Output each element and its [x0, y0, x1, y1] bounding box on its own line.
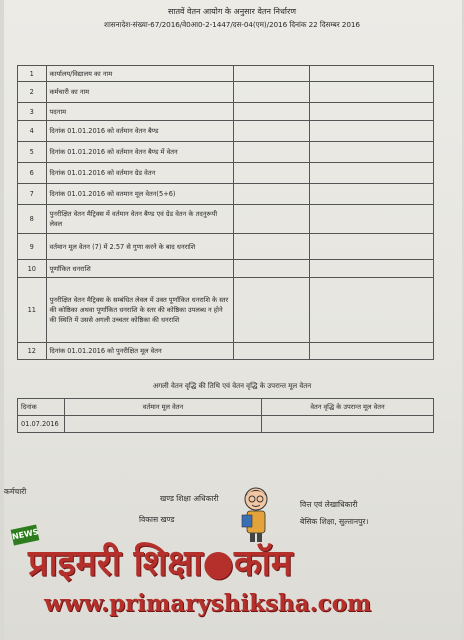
news-badge: NEWS	[11, 524, 40, 545]
row-label: पुनरीक्षित वेतन मैट्रिक्स के सम्बंधित लेवल में उक्त पूर्णांकित धनराशि के स्तर की कोष्ठिका अथवा पूर्णांकित धनराशि के स्तर की कोष्ठिका उपलब्ध न होने की स्थिति में उससे अगली उच्चतर कोष्ठिका की धनराशि	[46, 278, 234, 343]
value-cell[interactable]	[309, 234, 433, 260]
government-order-reference: शासनादेश-संख्या-67/2016/वे0आ0-2-1447/दस-04(एम)/2016 दिनांक 22 दिसम्बर 2016	[104, 20, 360, 29]
row-label: दिनांक 01.01.2016 को वर्तमान वेतन बैण्ड में वेतन	[46, 142, 234, 163]
row-label: दिनांक 01.01.2016 को वर्तमान वेतन बैण्ड	[46, 121, 234, 142]
value-cell[interactable]	[309, 278, 433, 343]
value-cell[interactable]	[234, 163, 309, 184]
employee-signature-label: कर्मचारी	[4, 487, 27, 496]
row-number: 12	[18, 343, 47, 360]
row-number: 4	[18, 121, 47, 142]
table-row	[18, 142, 434, 163]
increment-date-cell: 01.07.2016	[18, 416, 65, 433]
row-label: दिनांक 01.01.2016 को वतमान मूल वेतन(5+6)	[46, 184, 234, 205]
row-number: 8	[18, 205, 47, 234]
cartoon-mascot-icon	[236, 485, 276, 543]
increment-data-row	[18, 416, 434, 433]
development-block-label: विकास खण्ड	[139, 515, 175, 524]
value-cell[interactable]	[234, 103, 309, 121]
table-row	[18, 66, 434, 82]
table-row	[18, 103, 434, 121]
table-row	[18, 260, 434, 278]
row-number: 3	[18, 103, 47, 121]
row-number: 9	[18, 234, 47, 260]
increment-header-row	[18, 399, 434, 416]
value-cell[interactable]	[309, 142, 433, 163]
value-cell[interactable]	[234, 142, 309, 163]
primaryshiksha-watermark	[8, 485, 464, 640]
table-row	[18, 278, 434, 343]
row-number: 10	[18, 260, 47, 278]
row-label: पुनरीक्षित वेतन मैट्रिक्स में वर्तमान वेतन बैण्ड एवं ग्रेड वेतन के तदनुरूपी लेवल	[46, 205, 234, 234]
basic-education-sultanpur-label: बेसिक शिक्षा, सुल्तानपुर।	[300, 517, 369, 526]
value-cell[interactable]	[309, 82, 433, 103]
table-row	[18, 163, 434, 184]
value-cell[interactable]	[309, 343, 433, 360]
table-row	[18, 343, 434, 360]
row-label: पदनाम	[46, 103, 234, 121]
value-cell[interactable]	[309, 260, 433, 278]
row-label: दिनांक 01.01.2016 को वर्तमान ग्रेड वेतन	[46, 163, 234, 184]
current-pay-cell	[65, 416, 262, 433]
row-number: 7	[18, 184, 47, 205]
value-cell[interactable]	[234, 121, 309, 142]
block-education-officer-label: खण्ड शिक्षा अधिकारी	[160, 494, 219, 503]
website-url: www.primaryshiksha.com	[44, 590, 372, 617]
value-cell[interactable]	[234, 82, 309, 103]
value-cell[interactable]	[309, 121, 433, 142]
row-number: 2	[18, 82, 47, 103]
value-cell[interactable]	[234, 260, 309, 278]
value-cell[interactable]	[234, 184, 309, 205]
table-row	[18, 82, 434, 103]
pay-fixation-table	[17, 65, 434, 360]
after-increment-cell	[262, 416, 434, 433]
row-number: 11	[18, 278, 47, 343]
row-number: 6	[18, 163, 47, 184]
document-title: सातवें वेतन आयोग के अनुसार वेतन निर्धारण	[167, 7, 297, 16]
row-label: पूर्णांकित धनराशि	[46, 260, 234, 278]
current-pay-column-header: वर्तमान मूल वेतन	[65, 399, 262, 416]
value-cell[interactable]	[234, 66, 309, 82]
value-cell[interactable]	[309, 103, 433, 121]
next-increment-note: अगली वेतन वृद्धि की तिथि एवं वेतन वृद्धि के उपरान्त मूल वेतन	[152, 382, 312, 390]
value-cell[interactable]	[309, 184, 433, 205]
value-cell[interactable]	[309, 205, 433, 234]
table-row	[18, 121, 434, 142]
row-label: दिनांक 01.01.2016 को पुनरीक्षित मूल वेतन	[46, 343, 234, 360]
table-row	[18, 205, 434, 234]
table-row	[18, 184, 434, 205]
row-label: कार्यालय/विद्यालय का नाम	[46, 66, 234, 82]
row-label: वर्तमान मूल वेतन (7) में 2.57 से गुणा करने के बाद धनराशि	[46, 234, 234, 260]
value-cell[interactable]	[309, 163, 433, 184]
value-cell[interactable]	[234, 205, 309, 234]
value-cell[interactable]	[234, 234, 309, 260]
row-label: कर्मचारी का नाम	[46, 82, 234, 103]
increment-table	[17, 398, 434, 433]
value-cell[interactable]	[234, 343, 309, 360]
after-increment-column-header: वेतन वृद्धि के उपरान्त मूल वेतन	[262, 399, 434, 416]
logo-text: प्राइमरी शिक्षा●कॉम	[28, 542, 293, 584]
table-row	[18, 234, 434, 260]
finance-accounts-officer-label: वित्त एवं लेखाधिकारी	[300, 500, 358, 509]
row-number: 1	[18, 66, 47, 82]
value-cell[interactable]	[234, 278, 309, 343]
value-cell[interactable]	[309, 66, 433, 82]
date-column-header: दिनांक	[18, 399, 65, 416]
row-number: 5	[18, 142, 47, 163]
